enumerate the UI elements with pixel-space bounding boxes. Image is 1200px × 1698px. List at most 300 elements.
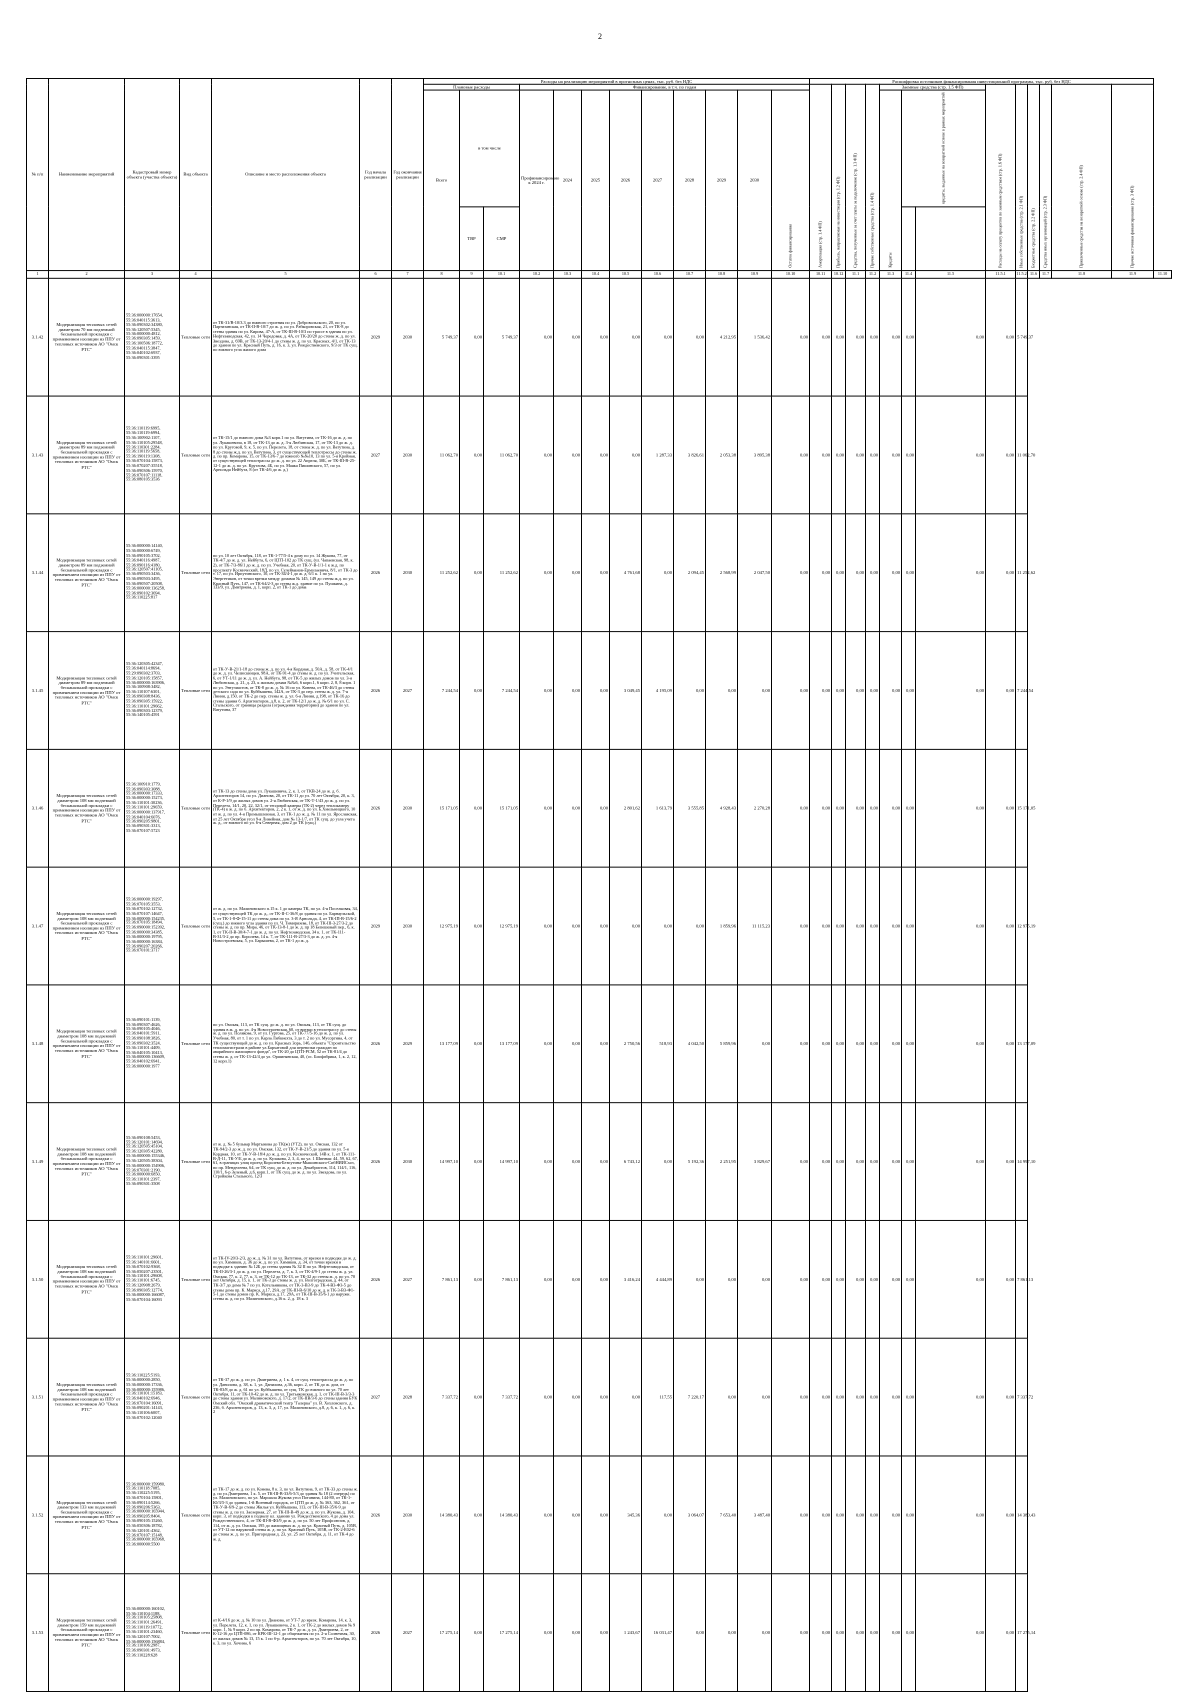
- row-value: 15 171,05: [484, 749, 520, 867]
- row-name: Модернизация тепловых сетей диаметром 108 мм подземной бесканальной прокладки с применением изоляции из ППУ от тепловых источников АО "Омск РТС": [49, 985, 125, 1103]
- row-number: 3.1.48: [27, 985, 49, 1103]
- row-value: 11 252,62: [424, 514, 460, 632]
- row-name: Модернизация тепловых сетей диаметром 108 мм подземной бесканальной прокладки с применением изоляции из ППУ от тепловых источников АО "Омск РТС": [49, 1338, 125, 1456]
- row-value: 1 536,42: [738, 278, 772, 396]
- row-value: 2 251,95: [706, 1102, 738, 1220]
- row-value: 0,00: [772, 278, 810, 396]
- row-value: 15 171,05: [424, 749, 460, 867]
- column-index-cell: 11.5.1: [986, 270, 1016, 278]
- row-value: 5 192,36: [674, 1102, 706, 1220]
- row-value: 0,00: [460, 985, 484, 1103]
- row-type: Тепловые сети: [180, 396, 212, 514]
- row-value: 11 062,70: [1016, 396, 1028, 514]
- row-value: 17 275,14: [1016, 1574, 1028, 1692]
- row-end-year: 2030: [392, 1456, 424, 1574]
- row-value: 0,00: [582, 749, 610, 867]
- row-value: 0,00: [554, 278, 582, 396]
- row-value: 0,00: [460, 631, 484, 749]
- row-value: 0,00: [880, 1102, 902, 1220]
- row-value: 7 653,40: [706, 1456, 738, 1574]
- row-value: 0,00: [520, 867, 554, 985]
- row-value: 0,00: [738, 631, 772, 749]
- row-value: 0,00: [460, 1338, 484, 1456]
- header-2030: 2030: [738, 90, 772, 270]
- table-row: [27, 1102, 1172, 1220]
- row-name: Модернизация тепловых сетей диаметром 108 мм подземной бесканальной прокладки с применением изоляции из ППУ от тепловых источников АО "Омск РТС": [49, 1102, 125, 1220]
- row-value: 0,00: [520, 396, 554, 514]
- row-end-year: 2027: [392, 1574, 424, 1692]
- row-value: 0,00: [554, 631, 582, 749]
- row-value: 0,00: [810, 1220, 832, 1338]
- row-value: 0,00: [554, 1574, 582, 1692]
- row-value: 0,00: [832, 1220, 846, 1338]
- row-value: 0,00: [902, 1102, 916, 1220]
- row-number: 3.1.45: [27, 631, 49, 749]
- row-value: 0,00: [846, 1574, 866, 1692]
- row-value: 0,00: [706, 1220, 738, 1338]
- row-cadastral: 55:36:000000:19297, 55:36:070105:3553, 55:36:070102:12732, 55:36:070107:14647, 55:36:000000:154235, 55:36:070105:18494, 55:36:090000:152392, 55:36:000000:34385, 55:36:000000:19795, 55:36:000000:16384, 55:36:090207:20266, 55:36:070101:3717: [125, 867, 180, 985]
- row-value: 0,00: [846, 1220, 866, 1338]
- row-value: 0,00: [582, 867, 610, 985]
- row-value: 0,00: [832, 514, 846, 632]
- row-value: 0,00: [460, 278, 484, 396]
- header-planned: Плановые расходы: [424, 84, 520, 90]
- row-start-year: 2026: [360, 985, 392, 1103]
- row-value: 0,00: [772, 1456, 810, 1574]
- row-value: 0,00: [916, 749, 986, 867]
- row-value: 0,00: [916, 631, 986, 749]
- table-body: [27, 278, 1172, 1691]
- column-index-cell: 10.2: [520, 270, 554, 278]
- column-index-cell: 11.5: [916, 270, 986, 278]
- row-value: 2 750,56: [610, 985, 642, 1103]
- row-value: 0,00: [582, 985, 610, 1103]
- row-value: 0,00: [460, 867, 484, 985]
- row-type: Тепловые сети: [180, 278, 212, 396]
- row-value: 0,00: [520, 1220, 554, 1338]
- row-value: 16 031,47: [642, 1574, 674, 1692]
- row-end-year: 2027: [392, 631, 424, 749]
- column-index-cell: 11.3: [880, 270, 902, 278]
- table-row: [27, 985, 1172, 1103]
- column-index-cell: 10.10: [772, 270, 810, 278]
- header-source-misc: Прочие источники финансирования (стр. 3 ФП): [1112, 84, 1154, 270]
- header-source-amortization: Амортизация (стр. 1.4 ФП): [810, 84, 832, 270]
- row-value: 0,00: [880, 514, 902, 632]
- row-start-year: 2027: [360, 396, 392, 514]
- column-index-cell: 10.12: [832, 270, 846, 278]
- row-start-year: 2029: [360, 867, 392, 985]
- column-index-cell: 1: [27, 270, 49, 278]
- header-tvr: ТВР: [460, 207, 484, 271]
- row-cadastral: 55:36:000000:17654, 55:36:040115:3613, 55:36:090302:34380, 55:36:120507:5345, 55:36:000000:4812, 55:36:090305:1459, 55:36:100506:18772, 55:36:040115:3847, 55:36:040102:6937, 55:36:090301:3395: [125, 278, 180, 396]
- row-value: 2 094,45: [674, 514, 706, 632]
- row-value: 0,00: [832, 1456, 846, 1574]
- row-value: 0,00: [582, 1456, 610, 1574]
- row-value: 0,00: [846, 985, 866, 1103]
- header-source-other: Иные собственные средства (стр. 2.1 ФП): [1016, 84, 1028, 270]
- row-value: 5 859,96: [706, 985, 738, 1103]
- page-number: 2: [598, 32, 602, 41]
- row-description: от ТК-15/1 до южного дома №3 корп.1 по ул. Ватутина, от ТК-16 до ж. д. по ул. Лукашевича, в 18, от ТК-13 до ж. д. 3-я Любинская, 17, от ТК-13 до ж. д. по ул. Круговой, 9, к. 5, по ул. Перелета, 18, от стены ж. д. по ул. Ватутина, д. 8 до стены ж.д. по ул. Ватутина, 3, от существующей теплотрассы до стены ж. д. по пр. Комарова, 15, от ТК-13/6-7 до южного №№10, 13 по ул. 5-я Кройная, от существующей теплотрассы до ж. д. по ул. 22 Апреля, 30Б, от ТК-III-В-25-12-1 до ж. д. по ул. Круглова, 4Б, по ул. Маяка Пишинского, 57, по ул. Арнольда Нейбута, 8 (от ТК-4/6 до ж. д.): [212, 396, 360, 514]
- row-value: 0,00: [772, 1102, 810, 1220]
- row-value: 0,00: [986, 396, 1016, 514]
- row-value: 5 749,37: [1016, 278, 1028, 396]
- row-value: 12 975,19: [484, 867, 520, 985]
- column-index-cell: 11.5.2: [1016, 270, 1028, 278]
- row-end-year: 2030: [392, 396, 424, 514]
- row-value: 0,00: [520, 749, 554, 867]
- row-value: 0,00: [582, 1338, 610, 1456]
- row-value: 0,00: [902, 278, 916, 396]
- row-value: 0,00: [986, 278, 1016, 396]
- row-value: 7 244,54: [484, 631, 520, 749]
- row-cadastral: 55:36:110101:29601, 55:36:140101:6601, 55:36:070102:9368, 55:36:050207:23501, 55:36:110101:29608, 55:36:110101:6745, 55:36:120908:2679, 55:36:090305:12774, 55:36:000000:166087, 55:36:070104:16093: [125, 1220, 180, 1338]
- row-value: 0,00: [832, 396, 846, 514]
- row-end-year: 2030: [392, 278, 424, 396]
- row-value: 11 062,70: [424, 396, 460, 514]
- header-source-interest: Расходы на оплату процентов по заемным средствам (стр. 1.6 ФП): [986, 84, 1016, 270]
- column-index-cell: 10.4: [582, 270, 610, 278]
- row-number: 3.1.47: [27, 867, 49, 985]
- row-type: Тепловые сети: [180, 1456, 212, 1574]
- row-value: 4 042,50: [674, 985, 706, 1103]
- row-description: от ТК-31/В-10/3.3 до южного строения по ул. Добровольского, 20, по ул. Партизанская, от ТК-II-В-10/7 до ж. д. по ул. Рабкоровская, 21, от ТК-8 до стены здания по ул. Кирова, 47-А, от ТК-III-В-10/3 по трассе в здания по ул. Нефтезаводская, 42, ул. 14 Чередовая, д. 4А, от ТК-20/20 до стены ж. д. по ул. Звездова, д. 69В, от ТК-13-20/4-1 до стены ж. д. по ул. Красных, 4/1, от ТК-13 до здания по ул. Красный Путь, д. 16, к. 3, ул. Рождественского, 9/3 от ТК сущ. по южного угла жилого дома: [212, 278, 360, 396]
- row-value: 0,00: [902, 1456, 916, 1574]
- row-value: 4 212,95: [706, 278, 738, 396]
- row-value: 0,00: [610, 396, 642, 514]
- row-value: 0,00: [554, 1456, 582, 1574]
- header-incl: в том числе: [460, 90, 520, 206]
- row-value: 7 244,54: [424, 631, 460, 749]
- row-value: 0,00: [642, 867, 674, 985]
- row-description: по ул. Омская, 113, от ТК сущ. до ж. д. по ул. Омская, 113, от ТК сущ. до здания в ж. д. по ул. 4-я Новостроевская, 60, от врезки в теплотрассу до стены ж. д. по ул. Полякова, 9, от ул. Гуртова, 25, от ТК-77/5-16 до ж. д. по ул. Учебная, 80, от т. 1 по ул. Карла Либкнехта, 3 до т. 2 по ул. Мусоргина, 4, от ТК существующей до ж. д. по ул. Красных Зорь, 146, объекта "Строительство тепломагистрали в районе ул.Бархатовой для перевозки граждан по аварийного жилищного фонда", от ТК-20 до ЦТП-РСМ, 52 от ТК-81/4 до стены ж. д. от ТК-13-42/4 до ул. Оршинянская, 40, (ос. Биофабрика, 1, к. 2, 12, 12 корп.1): [212, 985, 360, 1103]
- row-value: 0,00: [832, 1338, 846, 1456]
- row-value: 0,00: [460, 514, 484, 632]
- row-value: 0,00: [706, 1338, 738, 1456]
- row-value: 7 220,17: [674, 1338, 706, 1456]
- row-end-year: 2030: [392, 749, 424, 867]
- column-index-cell: 10.8: [706, 270, 738, 278]
- row-value: 3 826,61: [674, 396, 706, 514]
- row-description: от ТК-13 до стены дома ул. Лукашевича, 2, к. 1, от ТКВ-24 до ж. д. б. Архитекторов 14, по ул. Дианова, 20, от ТК-11 до ул. 70 лет Октября, 20, к. 3, от К-Р-1/9 до жилых домов ул. 2-я Любинская, от ТК-Т-1/43 до ж. д. по ул. Перелета, 14/1, 20, 22, 32/1, от тепловой камеры (ТК-2) через теплокамеру (ТК-4) к ж. д. по б. Архитекторов, 2, 2 к. 1, от ж. д. по ул. Б.Хмельницкого, 10 от ж. д. по ул. 4-я Промышленная, 3, от ТК-1 до ж. д. № 11 по ул. Ярославская, от 25 лет Октября угол 9-я Линейная, дом № 13-1/7, от ТК сущ. до узла учета ж. д., от южного по ул. 6-я Северная, дом 2 до ТК (сущ.): [212, 749, 360, 867]
- row-value: 7 337,72: [1016, 1338, 1028, 1456]
- row-value: 0,00: [554, 1338, 582, 1456]
- column-index-cell: 10.6: [642, 270, 674, 278]
- row-value: 0,00: [610, 278, 642, 396]
- row-value: 0,00: [738, 1574, 772, 1692]
- header-sources-group: Расшифровка источников финансирования инвестиционной программы, тыс. руб. без НДС: [810, 78, 1154, 84]
- row-start-year: 2026: [360, 1456, 392, 1574]
- row-value: 0,00: [772, 867, 810, 985]
- row-value: 0,00: [772, 1220, 810, 1338]
- row-value: 0,00: [772, 396, 810, 514]
- row-start-year: 2026: [360, 631, 392, 749]
- header-type: Вид объекта: [180, 78, 212, 270]
- row-end-year: 2030: [392, 867, 424, 985]
- row-value: 0,00: [902, 1338, 916, 1456]
- header-source-profit: Прибыль, направляемая на инвестиции (стр. 1.2 ФП): [832, 84, 846, 270]
- row-value: 0,00: [916, 1456, 986, 1574]
- column-index-cell: 11.7: [1040, 270, 1052, 278]
- row-description: по ул. 10 лет Октября, 118, от ТК-1-77/5-4 к дому по ул. 14 Жукова, 77, от ТК-4/7 до ж. д. ул. Нейбута, 6, от ЦТП-102 до ТК сущ. (ул. Чапаевская, 98, к. 2), от ТК-7/3-86/1 до ж. д. по ул. Учебная, 20, от ТК-У-В-1/1-1 к ж.д. по проспекту Космический, 18Д, по ул. Сулейманов-Ермолаевича, 8/1, от ТК-3 до т. 17, по ул. Ирпутинского, 10, от ТК-34/4-1 до ж. д. 6/1 к. 1 по ул. Энергетиков, от точки врезки между домами № 145, 149 до стены ж.д. по ул. Красный Путь, 147, от ТК-64/2-3 до стены ж.д. здание по ул. Пушкина, д. 133/9, ул. Дмитриева, д. 1, корп. 2, от ТК-1 до дома: [212, 514, 360, 632]
- row-type: Тепловые сети: [180, 1574, 212, 1692]
- row-value: 345,36: [610, 1456, 642, 1574]
- row-value: 0,00: [986, 867, 1016, 985]
- row-name: Модернизация тепловых сетей диаметром 89 мм подземной бесканальной прокладки с применением изоляции из ППУ от тепловых источников АО "Омск РТС": [49, 631, 125, 749]
- header-source-orgs: Средства иных организаций (стр. 2.3 ФП): [1040, 84, 1052, 270]
- row-start-year: 2027: [360, 1338, 392, 1456]
- row-value: 0,00: [810, 1456, 832, 1574]
- column-index-cell: 8: [424, 270, 460, 278]
- header-2027: 2027: [642, 90, 674, 270]
- row-value: 0,00: [674, 631, 706, 749]
- row-value: 0,00: [460, 1220, 484, 1338]
- row-value: 0,00: [866, 1220, 880, 1338]
- row-value: 13 177,09: [1016, 985, 1028, 1103]
- row-value: 0,00: [986, 1338, 1016, 1456]
- header-remain: Остаток финансирования: [772, 90, 810, 270]
- row-cadastral: 55:36:090108:5453, 55:36:120101:14694, 55:36:120505:45104, 55:36:120305:42280, 55:36:000000:155346, 55:36:120505:38304, 55:36:000000:154906, 55:36:070301:2190, 55:36:000000:6850, 55:36:110101:2397, 55:36:090301:3508: [125, 1102, 180, 1220]
- row-name: Модернизация тепловых сетей диаметром 108 мм подземной бесканальной прокладки с применением изоляции из ППУ от тепловых источников АО "Омск РТС": [49, 1220, 125, 1338]
- investment-program-table: [26, 78, 1172, 1692]
- row-value: 0,00: [582, 631, 610, 749]
- row-value: 0,00: [832, 631, 846, 749]
- row-value: 0,00: [738, 1338, 772, 1456]
- row-description: от ТК-17 до ж. д. по ул. Конева, 8 к. 3, по ул. Ватутина, 9, от ТК-33 до стены ж. д. по ул.Дмитриева, 1 к. 5, от ТК-III-В-33/6-5/3 до здания № 18 (2 очередь) по ул. Малиновского, по ул. Маршала Жукова угол Потанина, 144-80, от ТК-1-Ю/3/5-3 до здания, 1-й Военный городок, от ЦТП до ж. д. № 363, 362, 361, от ТК-У-В-6/9-2 до стены Жилья ул. Куйбышева, 113, от ТК-III-В-35/6-9 до стены ж. д. по ул. Заозерная, 27, от ТК-III-В-49 до ж. д. по ул. Жукова, д. 104, корп. 3, от подводки к подвалу кл. зданию ул. Рождественского, 4 до дома ул. Рождественского, 4, от ТК-III-В-Ф3/9 до ж. д. по ул. 50 лет Профсоюзов, д. 114, от ж. д. ул. Омская, 195 до жилищных ж. д. по ул. Красный Путь, д. 105В, от УТ-12 по наружной стены ж. д. по ул. Красный Путь, 105В, от ТК-2-Е02-6 до стены ж. д. по ул. Пригородная д. 23, ул. 25 лет Октября, д. 11, от ТК-4 до ж. д.: [212, 1456, 360, 1574]
- header-2028: 2028: [674, 90, 706, 270]
- row-value: 11 062,70: [484, 396, 520, 514]
- row-value: 2 053,38: [706, 396, 738, 514]
- column-index-cell: 10.9: [738, 270, 772, 278]
- row-value: 7 861,13: [1016, 1220, 1028, 1338]
- row-cadastral: 55:36:000000:14140, 55:36:000000:6749, 55:36:090105:3702, 55:36:040116:4987, 55:36:090116:4180, 55:36:120507:41105, 55:36:090503:3436, 55:36:090503:3495, 55:36:090507:20508, 55:36:000000:136258, 55:36:090102:3694, 55:36:110225:817: [125, 514, 180, 632]
- row-start-year: 2026: [360, 1102, 392, 1220]
- table-header: [27, 78, 1172, 278]
- column-index-cell: 5: [212, 270, 360, 278]
- row-description: от ТК-IV-20/3-2/3, до ж. д. № 31 по ул. Ватутина, от врезки в подводке до ж. д. по ул. Химиков, д. 36 до ж. д. по ул. Химиков, д. 34, от точки врезки в подводке к зданию № 12Б до стены здания № 32 II по ул. Нефтезаводская, от ТК-II-26/3-1 до ж. д. по ул. Перелета, д. 7, к. 3, от ТК-4/9-1 до стены ж. д. ул. Омская, 77, к. 2, 77, к. 3, от ТК-12 до ТК-13, от ТК-32 до стены ж. д. по ул. 70 лет Октября, д. 15, к. 1, от ТК-3 до стены ж. д. ул. Волгоградская, д. 44, от ТК-3/7 до дома № 7 по ул. Котельникова, от ТК-3-В3-9 до ТК-4-В3-Ф3-5 до стены дома пр. К. Маркса, д.17, 29А, от ТК-III-В-6/10 до ж. д. и ТК-3-В3-Ф1-5-1 до стены домов пр. К. Маркса, д.17, 29А, от ТК-III-В-35/6-1 до наружн. стены ж. д. по ул. Малиновского, д.16 к. 2, д. 18 к. 3: [212, 1220, 360, 1338]
- row-value: 4 195,09: [642, 631, 674, 749]
- row-value: 0,00: [902, 514, 916, 632]
- row-value: 0,00: [554, 1102, 582, 1220]
- row-value: 2 568,99: [706, 514, 738, 632]
- table-row: [27, 1456, 1172, 1574]
- row-value: 0,00: [916, 278, 986, 396]
- row-value: 0,00: [880, 396, 902, 514]
- row-value: 15 171,05: [1016, 749, 1028, 867]
- row-value: 0,00: [902, 985, 916, 1103]
- row-value: 0,00: [832, 1102, 846, 1220]
- row-name: Модернизация тепловых сетей диаметром 133 мм подземной бесканальной прокладки с применением изоляции из ППУ от тепловых источников АО "Омск РТС": [49, 1456, 125, 1574]
- header-financing: Финансирование, в т.ч. по годам: [520, 84, 810, 90]
- row-description: от ж. д. № 5 бульвар Мартынова до ТК(ж) (УТ2), по ул. Омская, 132 от ТК-94/2-3 до ж. д. по ул. Омская, 132, от ТК-У-В-21/5 до здания по ул. 5-я Кордная, 10, от ТК-У-В-18/4 до ж. д. по ул. Космической, 14В к. 1, от ТК-111-В-Д-11, ТК-У/Б до ж. д. по ул. Кулакова, 2, 3, 4, по ул. 1 Шинная: 44, 59, 62, 67, 61, в границах улиц проезд Королева-Безпутина-Мышинского-СибНИИСхоз, по пр. Менделеева, 64, от ТК сущ. до ж. д. по ул. Декабристов, 114, 114/1, 116, 110/1, 6-р Зеленый, д.6, корп.1, от ТК сущ. до ж. д. по ул. Звездова, по ул. Стройкова Стального, 12/3: [212, 1102, 360, 1220]
- row-end-year: 2030: [392, 1102, 424, 1220]
- row-value: 0,00: [810, 514, 832, 632]
- row-value: 0,00: [520, 631, 554, 749]
- column-index-cell: 11.1: [846, 270, 866, 278]
- row-value: 11 115,23: [738, 867, 772, 985]
- row-value: 0,00: [582, 514, 610, 632]
- row-value: 6 743,12: [610, 1102, 642, 1220]
- row-value: 0,00: [772, 985, 810, 1103]
- row-value: 3 416,24: [610, 1220, 642, 1338]
- column-index-cell: 6: [360, 270, 392, 278]
- table-row: [27, 867, 1172, 985]
- row-description: от ТК-37 до ж. д. по ул. Дмитриева, д. 1 к. 4, от сущ. теплотрассы до ж. д. по ул. Данилова, д. 38, к. 1, ул. Данилова, д.36, корп. 2, от ТК до ж. дом, от ТК-83/8 до ж. д. 61 по ул. Куйбышева, от сущ. ТК до южного по ул. 70 лет Октября, 11, от ТК-10-42 до ж. д. по ул. Третьяковская, д. 1, от ТК-III-В-3/3-3 до стены здания ул. Малиновского, д. 17/2, от ТК-IIВ/3-6 до стены здания БУК Омский обл. "Омский драматический театр "Галерка" ул. В. Хохловского, д. 236, б. Архитекторов, д. 13, к. 3, д. 17, ул. Малиновского, д.8, д. 6, к. 1, д. 6, к. 2: [212, 1338, 360, 1456]
- column-index-row: [27, 270, 1172, 278]
- row-value: 5 749,37: [484, 278, 520, 396]
- row-number: 3.1.50: [27, 1220, 49, 1338]
- row-value: 0,00: [582, 278, 610, 396]
- row-value: 12 975,19: [424, 867, 460, 985]
- column-index-cell: 11.8: [1052, 270, 1112, 278]
- row-value: 4 444,89: [642, 1220, 674, 1338]
- row-value: 4 761,68: [610, 514, 642, 632]
- row-value: 7 337,72: [424, 1338, 460, 1456]
- table-row: [27, 631, 1172, 749]
- row-value: 0,00: [810, 631, 832, 749]
- row-value: 0,00: [866, 867, 880, 985]
- row-value: 0,00: [880, 1456, 902, 1574]
- row-number: 3.1.46: [27, 749, 49, 867]
- header-cadastral: Кадастровый номер объекта (участка объекта): [125, 78, 180, 270]
- row-value: 0,00: [986, 1456, 1016, 1574]
- row-value: 0,00: [706, 631, 738, 749]
- row-cadastral: 55:36:000000:159980, 55:36:110118:7085, 55:36:110225:5195, 55:36:070104:15801, 55:36:090114:5266, 55:36:090206:5363, 55:36:000000:165944, 55:36:090205:8404, 55:36:090105:15260, 55:36:050306:18782, 55:36:120101:4362, 55:36:070107:15148, 55:36:000000:165968, 55:36:000000:5500: [125, 1456, 180, 1574]
- row-number: 3.1.51: [27, 1338, 49, 1456]
- row-value: 0,00: [986, 1574, 1016, 1692]
- column-index-cell: 10.11: [810, 270, 832, 278]
- column-index-cell: 10.1: [484, 270, 520, 278]
- row-value: 0,00: [880, 1574, 902, 1692]
- row-type: Тепловые сети: [180, 1220, 212, 1338]
- row-type: Тепловые сети: [180, 867, 212, 985]
- row-value: 0,00: [642, 1102, 674, 1220]
- header-source-credits-returnable: кредиты, выданные на возвратной основе в рамках мероприятий: [902, 90, 986, 206]
- row-value: 0,00: [866, 631, 880, 749]
- row-number: 3.1.43: [27, 396, 49, 514]
- row-value: 0,00: [916, 396, 986, 514]
- header-end-year: Год окончания реализации: [392, 78, 424, 270]
- row-name: Модернизация тепловых сетей диаметром 108 мм подземной бесканальной прокладки с применением изоляции из ППУ от тепловых источников АО "Омск РТС": [49, 867, 125, 985]
- header-start-year: Год начала реализации: [360, 78, 392, 270]
- row-value: 14 997,10: [1016, 1102, 1028, 1220]
- header-2029: 2029: [706, 90, 738, 270]
- row-value: 0,00: [582, 396, 610, 514]
- row-end-year: 2029: [392, 985, 424, 1103]
- row-value: 1 243,67: [610, 1574, 642, 1692]
- row-value: 0,00: [554, 867, 582, 985]
- row-value: 2 801,62: [610, 749, 642, 867]
- header-borrowed: Заемные средства (стр. 1.5 ФП): [880, 84, 986, 90]
- row-value: 12 975,19: [1016, 867, 1028, 985]
- row-value: 0,00: [986, 1220, 1016, 1338]
- row-value: 0,00: [846, 867, 866, 985]
- row-value: 0,00: [902, 1574, 916, 1692]
- row-value: 0,00: [902, 631, 916, 749]
- row-type: Тепловые сети: [180, 1338, 212, 1456]
- row-value: 0,00: [916, 985, 986, 1103]
- row-value: 0,00: [554, 514, 582, 632]
- column-index-cell: 3: [125, 270, 180, 278]
- row-end-year: 2030: [392, 514, 424, 632]
- row-value: 0,00: [986, 749, 1016, 867]
- row-start-year: 2026: [360, 1574, 392, 1692]
- header-source-credits: Кредиты: [880, 90, 902, 270]
- row-value: 0,00: [902, 749, 916, 867]
- column-index-cell: 7: [392, 270, 424, 278]
- row-value: 0,00: [866, 514, 880, 632]
- row-value: 0,00: [520, 278, 554, 396]
- row-start-year: 2026: [360, 749, 392, 867]
- row-value: 3 555,85: [674, 749, 706, 867]
- row-name: Модернизация тепловых сетей диаметром 159 мм подземной бесканальной прокладки с применением изоляции из ППУ от тепловых источников АО "Омск РТС": [49, 1574, 125, 1692]
- row-value: 14 997,10: [424, 1102, 460, 1220]
- row-value: 17 275,14: [424, 1574, 460, 1692]
- row-name: Модернизация тепловых сетей диаметром 89 мм подземной бесканальной прокладки с применением изоляции из ППУ от тепловых источников АО "Омск РТС": [49, 396, 125, 514]
- column-index-cell: 11.2: [866, 270, 880, 278]
- row-value: 0,00: [810, 749, 832, 867]
- row-value: 0,00: [866, 1456, 880, 1574]
- header-num: № п/п: [27, 78, 49, 270]
- header-2024: 2024: [554, 90, 582, 270]
- row-value: 14 380,43: [484, 1456, 520, 1574]
- row-value: 17 275,14: [484, 1574, 520, 1692]
- row-value: 3 064,07: [674, 1456, 706, 1574]
- row-value: 2 047,50: [738, 514, 772, 632]
- row-value: 0,00: [986, 631, 1016, 749]
- row-value: 0,00: [846, 514, 866, 632]
- row-value: 0,00: [642, 278, 674, 396]
- row-value: 13 177,09: [484, 985, 520, 1103]
- row-number: 3.1.52: [27, 1456, 49, 1574]
- row-value: 0,00: [880, 1220, 902, 1338]
- row-value: 14 997,10: [484, 1102, 520, 1220]
- row-cadastral: 55:36:110225:5193, 55:36:000000:2850, 55:36:000000:17336, 55:36:000000:155986, 55:36:110101:15183, 55:36:040102:6946, 55:36:070104:16091, 55:36:090201:14143, 55:36:110106:6007, 55:36:070102:12040: [125, 1338, 180, 1456]
- row-value: 0,00: [846, 1456, 866, 1574]
- header-financed-before: Профинансировано к 2024 г.: [520, 90, 554, 270]
- row-value: 4 928,43: [706, 749, 738, 867]
- row-value: 5 749,37: [424, 278, 460, 396]
- row-value: 0,00: [460, 1574, 484, 1692]
- column-index-cell: 10.7: [674, 270, 706, 278]
- row-value: 0,00: [810, 1574, 832, 1692]
- row-value: 0,00: [902, 867, 916, 985]
- row-value: 0,00: [916, 1102, 986, 1220]
- row-value: 0,00: [916, 514, 986, 632]
- row-value: 0,00: [772, 1338, 810, 1456]
- row-value: 0,00: [674, 1220, 706, 1338]
- table-row: [27, 396, 1172, 514]
- row-type: Тепловые сети: [180, 631, 212, 749]
- row-value: 0,00: [582, 1574, 610, 1692]
- row-value: 0,00: [880, 631, 902, 749]
- row-type: Тепловые сети: [180, 749, 212, 867]
- row-value: 0,00: [866, 749, 880, 867]
- header-name: Наименование мероприятий: [49, 78, 125, 270]
- row-value: 0,00: [610, 867, 642, 985]
- row-value: 11 252,62: [1016, 514, 1028, 632]
- column-index-cell: 9: [460, 270, 484, 278]
- row-value: 0,00: [520, 514, 554, 632]
- row-value: 0,00: [738, 1220, 772, 1338]
- row-value: 0,00: [880, 278, 902, 396]
- row-value: 0,00: [916, 867, 986, 985]
- row-value: 0,00: [902, 1220, 916, 1338]
- row-value: 0,00: [832, 985, 846, 1103]
- row-value: 0,00: [846, 278, 866, 396]
- row-value: 0,00: [810, 278, 832, 396]
